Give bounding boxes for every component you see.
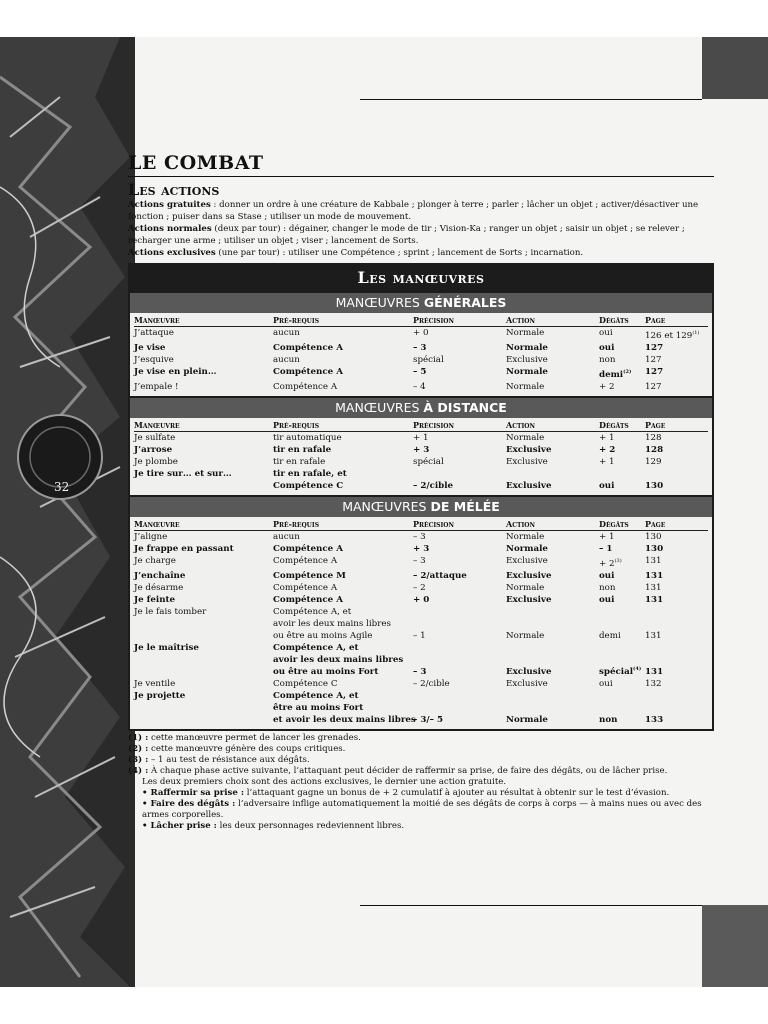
footnote [128,744,714,755]
table-cell: spécial [413,456,444,467]
maneuvers-sections [128,293,714,731]
table-row [134,366,708,381]
column-header: Pré-requis [273,519,413,531]
footnote-text: Les deux premiers choix sont des actions exclusives, le dernier une action gratuite. [142,776,507,787]
maneuver-table [134,315,708,393]
table-cell: Exclusive [506,570,552,581]
section-body [130,418,712,495]
page-title: LE COMBAT [128,152,264,174]
table-cell: 131 [645,582,662,593]
table-cell: Compétence A [273,342,343,353]
footnote-text: – 1 au test de résistance aux dégâts. [148,754,310,765]
actions-list [128,199,714,259]
table-cell: Exclusive [506,354,548,365]
table-cell: – 2/cible [413,480,454,491]
table-cell: Je charge [134,555,176,566]
table-cell: tir en rafale, et Compétence C [273,468,347,491]
table-cell: Exclusive [506,594,552,605]
table-cell: J’attaque [134,328,174,338]
table-cell: + 1 [599,531,615,542]
table-cell: Exclusive [506,555,548,566]
decorative-illustration [0,37,135,987]
table-cell: – 4 [413,381,426,392]
table-cell: + 1 [413,432,429,443]
table-row [134,530,708,543]
table-cell: 127 [645,366,664,377]
table-row [134,354,708,366]
section-body [130,313,712,396]
column-header: Page [645,519,708,531]
table-cell: 131 [645,666,664,677]
table-cell: oui [599,342,615,353]
footnote-ref: (2) [623,368,632,375]
page-number: 32 [54,480,70,494]
table-cell: – 3/– 5 [413,714,443,725]
table-row [134,594,708,606]
footnote-ref: (3) [614,557,622,564]
main-content [128,152,714,832]
footnote-text: À chaque phase active suivante, l’attaquant peut décider de raffermir sa prise, de faire des dégâts, ou de lâcher prise. [148,765,668,776]
table-cell: – 2 [413,582,426,593]
table-header-row [134,315,708,327]
maneuvers-table [128,263,714,731]
column-header: Dégâts [599,420,645,432]
section-heading-prefix: MANŒUVRES [342,498,431,514]
column-header: Action [506,519,599,531]
footnote-label: (4) : [128,765,149,776]
table-cell: spécial$^{(4)}$ [599,665,642,677]
section-body [130,517,712,729]
column-header: Action [506,420,599,432]
table-header-row [134,519,708,531]
column-header: Pré-requis [273,315,413,327]
footnote-ref: (1) [692,330,700,336]
table-cell: + 3 [413,444,430,455]
table-cell: Je tire sur… et sur… [134,468,232,479]
column-header: Pré-requis [273,420,413,432]
table-cell: 127 [645,354,662,365]
footnote [128,777,714,788]
table-row [134,431,708,444]
table-header-row [134,420,708,432]
table-cell: Compétence A [273,366,343,377]
table-row [134,327,708,342]
section-heading-prefix: MANŒUVRES [335,295,424,310]
table-cell: 128 [645,432,662,443]
table-cell: Compétence A [273,555,338,566]
table-cell: oui [599,328,613,338]
footnote [128,733,714,744]
table-row [134,381,708,393]
table-cell: Je ventile [134,678,176,689]
table-cell: Compétence A [273,594,343,605]
table-cell: 131 [645,555,662,566]
footnote-label: • Faire des dégâts : [142,798,236,809]
column-header: Précision [413,519,506,531]
table-cell: Normale [506,531,545,542]
maneuver-section [128,293,714,398]
table-cell: Je sulfate [134,432,176,443]
table-cell: spécial [413,354,444,365]
footnote [128,755,714,766]
table-cell: + 1 [599,432,615,443]
table-cell: Compétence A, et avoir les deux mains libres ou être au moins Agile [273,606,391,641]
column-header: Précision [413,420,506,432]
table-cell: aucun [273,328,300,338]
table-cell: non [599,354,616,365]
table-row [134,444,708,456]
footnote [128,799,714,821]
table-row [134,342,708,354]
table-cell: oui [599,594,615,605]
table-cell: Je plombe [134,456,178,467]
table-cell: Normale [506,543,548,554]
section-heading [130,497,712,517]
table-cell: – 3 [413,531,426,542]
footnote-label: (2) : [128,743,149,754]
maneuver-section [128,398,714,497]
table-cell: Exclusive [506,678,548,689]
table-cell: + $2^{(3)}$ [599,557,622,569]
footnote-text: cette manœuvre permet de lancer les grenades. [148,732,361,743]
table-cell: Normale [506,328,545,338]
table-cell: 128 [645,444,664,455]
section-heading-bold: DE MÉLÉE [430,498,500,514]
table-cell: – 1 [599,543,613,554]
section-title: Les actions [128,180,220,199]
footnote [128,766,714,777]
table-cell: Je vise [134,342,166,353]
table-cell: + 2 [599,381,615,392]
table-cell: Exclusive [506,480,552,491]
table-cell: Compétence A, et être au moins Fort et avoir les deux mains libres [273,690,416,725]
column-header: Précision [413,315,506,327]
column-header: Dégâts [599,519,645,531]
table-cell: Normale [506,432,545,443]
table-cell: Je le maîtrise [134,642,199,653]
table-cell: oui [599,570,615,581]
header-rule [360,99,702,100]
table-cell: 132 [645,678,662,689]
corner-decoration-top [702,37,768,99]
table-row [134,678,708,690]
table-cell: J’arrose [134,444,173,455]
table-cell: tir en rafale [273,456,326,467]
table-row [134,606,708,642]
table-cell: Exclusive [506,666,552,677]
footnote-text: l’adversaire inflige automatiquement la moitié de ses dégâts de corps à corps — à mains nues ou avec des armes corporelles. [142,798,702,820]
table-cell: 130 [645,480,664,491]
section-heading [130,293,712,313]
table-cell: 126 et 129$^{(1)}$ [645,330,700,341]
footnotes [128,733,714,832]
column-header: Manœuvre [134,519,273,531]
section-heading-prefix: MANŒUVRES [335,399,424,415]
table-cell: – 5 [413,366,427,377]
table-cell: – 2/cible [413,678,450,689]
table-cell: Normale [506,630,545,641]
footnote-text: cette manœuvre génère des coups critiques. [148,743,346,754]
table-cell: Je vise en plein… [134,366,217,377]
footnote-text: l’attaquant gagne un bonus de + 2 cumulatif à ajouter au résultat à obtenir sur le test d’évasion. [244,787,670,798]
table-cell: Normale [506,342,548,353]
column-header: Manœuvre [134,420,273,432]
footnote-text: les deux personnages redeviennent libres. [216,820,405,831]
actions-free: Actions gratuites : donner un ordre à une créature de Kabbale ; plonger à terre ; parler ; lâcher un objet ; activer/désactiver une fonction ; puiser dans sa Stase ; utiliser un mode de mouvement. [128,200,699,222]
table-cell: Je feinte [134,594,176,605]
table-cell: Exclusive [506,444,552,455]
table-cell: Compétence A [273,582,338,593]
table-cell: Compétence A [273,381,338,392]
table-cell: 130 [645,543,664,554]
column-header: Dégâts [599,315,645,327]
maneuver-table [134,420,708,492]
table-cell: – 3 [413,666,427,677]
table-cell: demi [599,630,621,641]
footnote-ref: (4) [633,665,642,672]
table-row [134,456,708,468]
table-row [134,555,708,570]
maneuvers-table-title: Les manœuvres [128,263,714,293]
table-cell: – 3 [413,555,426,566]
table-row [134,468,708,492]
table-cell: Normale [506,582,545,593]
table-cell: non [599,582,616,593]
table-cell: 127 [645,342,664,353]
corner-decoration-bottom [702,905,768,987]
table-cell: oui [599,480,615,491]
table-cell: Compétence A [273,543,343,554]
table-row [134,690,708,726]
table-row [134,570,708,582]
footnote [128,821,714,832]
table-cell: Compétence M [273,570,346,581]
table-cell: Normale [506,381,545,392]
table-cell: Je désarme [134,582,184,593]
table-cell: 127 [645,381,662,392]
table-cell: Je projette [134,690,186,701]
table-cell: 131 [645,594,664,605]
footnote [128,788,714,799]
table-cell: 131 [645,570,664,581]
table-cell: J’aligne [134,531,168,542]
table-cell: 133 [645,714,664,725]
table-cell: 130 [645,531,662,542]
table-cell: Compétence C [273,678,338,689]
footnote-label: • Raffermir sa prise : [142,787,244,798]
table-cell: + 1 [599,456,615,467]
maneuver-table [134,519,708,726]
table-cell: + 3 [413,543,430,554]
column-header: Action [506,315,599,327]
table-cell: tir automatique [273,432,342,443]
table-cell: – 1 [413,630,426,641]
section-heading [130,398,712,418]
table-cell: Compétence A, et avoir les deux mains libres ou être au moins Fort [273,642,404,677]
table-cell: aucun [273,531,300,542]
column-header: Page [645,315,708,327]
column-header: Manœuvre [134,315,273,327]
table-cell: J’esquive [134,354,174,365]
actions-exclusive: Actions exclusives (une par tour) : utiliser une Compétence ; sprint ; lancement de Sorts ; incarnation. [128,248,584,258]
table-cell: + 0 [413,328,429,338]
table-cell: demi$^{(2)}$ [599,368,632,380]
table-cell: 129 [645,456,662,467]
table-cell: Normale [506,366,548,377]
footnote-label: (3) : [128,754,149,765]
footnote-label: • Lâcher prise : [142,820,217,831]
section-heading-bold: À DISTANCE [423,399,507,415]
table-cell: + 0 [413,594,430,605]
table-cell: – 3 [413,342,427,353]
table-cell: Je le fais tomber [134,606,207,617]
table-row [134,582,708,594]
table-cell: tir en rafale [273,444,332,455]
table-cell: J’empale ! [134,381,179,392]
footnote-label: (1) : [128,732,149,743]
section-heading-bold: GÉNÉRALES [423,295,507,310]
table-cell: + 2 [599,444,616,455]
footer-rule [360,905,702,906]
table-cell: non [599,714,618,725]
column-header: Page [645,420,708,432]
table-row [134,543,708,555]
table-cell: oui [599,678,613,689]
maneuver-section [128,497,714,731]
table-cell: – 2/attaque [413,570,467,581]
title-rule [128,176,714,177]
table-cell: Je frappe en passant [134,543,234,554]
table-cell: J’enchaîne [134,570,186,581]
table-row [134,642,708,678]
actions-normal: Actions normales (deux par tour) : dégainer, changer le mode de tir ; Vision-Ka ; ranger un objet ; saisir un objet ; se relever ; recharger une arme ; utiliser un objet ; viser ; lancement de Sorts. [128,224,685,246]
table-cell: aucun [273,354,300,365]
table-cell: Exclusive [506,456,548,467]
table-cell: Normale [506,714,548,725]
table-cell: 131 [645,630,662,641]
